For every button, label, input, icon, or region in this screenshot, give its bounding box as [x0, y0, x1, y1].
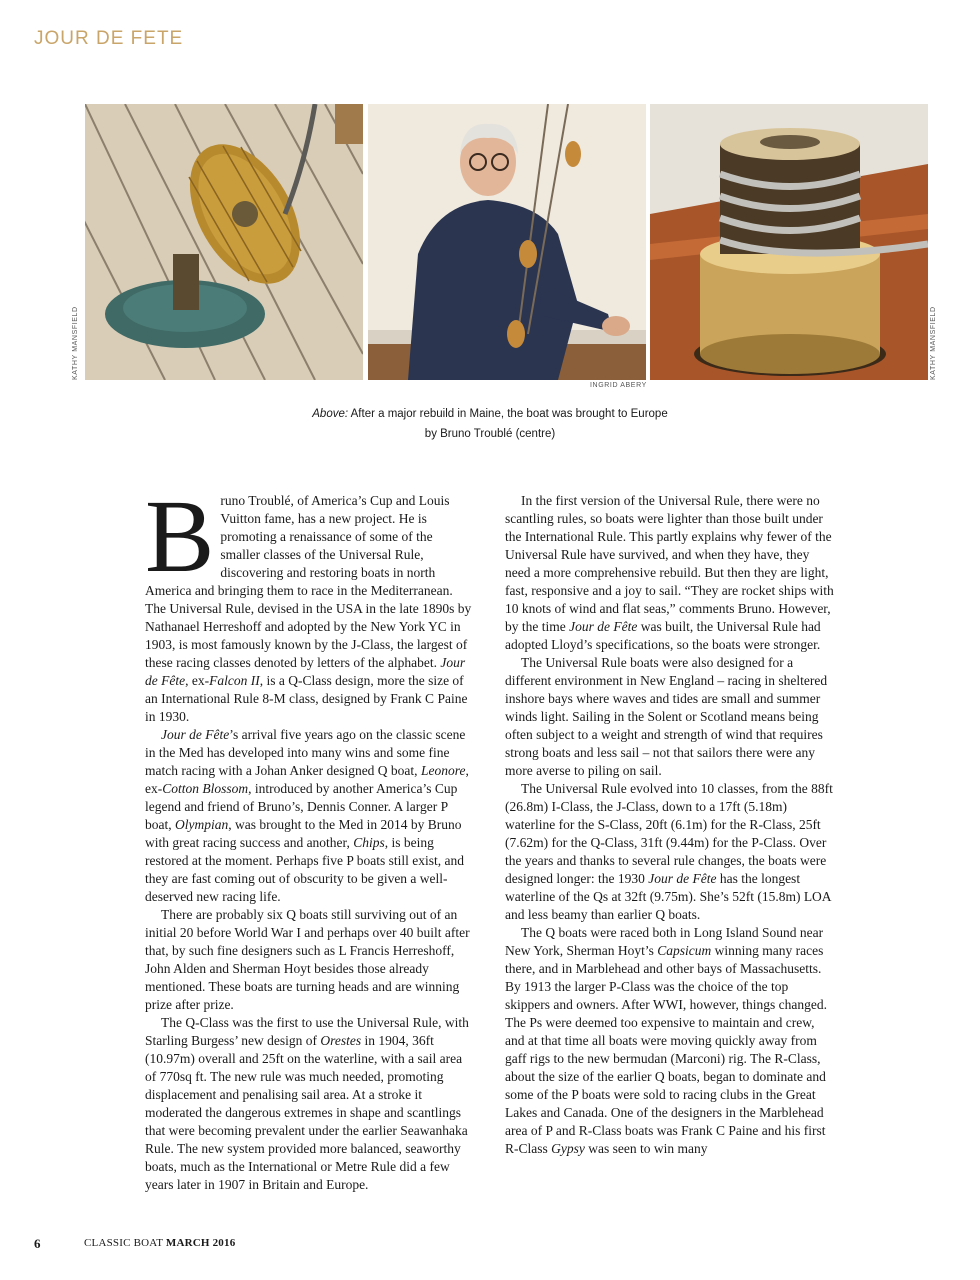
photo-credit-center: INGRID ABERY [590, 382, 647, 389]
caption-lead: Above: [312, 408, 349, 420]
p8-text-c: was seen to win many [584, 1141, 708, 1156]
p8-text-b: winning many races there, and in Marblehead and other bays of Massachusetts. By 1913 the larger P-Class was the choice of the top skippers and owners. After WWI, however, things changed. The Ps were deemed too expensive to maintain and crew, and at that time all boats were moving quickly away from gaff rigs to the new bermudan (Marconi) rig. The R-Class, about the size of the earlier Q boats, began to dominate and some of the P boats were sold to racing clubs in the Great Lakes and Canada. One of the designers in the Marblehead area of P and R-Class boats was Frank C Paine and his first R-Class [505, 943, 827, 1156]
article-column-left [145, 479, 475, 1194]
p1-text-b: , ex- [185, 673, 210, 688]
p7-text-a: The Universal Rule evolved into 10 classes, from the 88ft (26.8m) I-Class, the J-Class, down to a 17ft (5.18m) waterline for the S-Class, 20ft (6.1m) for the R-Class, 25ft (7.62m) for the Q-Class, 31ft (9.44m) for the P-Class. Over the years and thanks to several rule changes, the boats were designed longer: the 1930 [505, 781, 833, 886]
caption-line1: After a major rebuild in Maine, the boat was brought to Europe [348, 408, 668, 420]
magazine-name: CLASSIC BOAT [84, 1237, 163, 1249]
p2-italic-5: Chips [353, 835, 385, 850]
p2-text-d: , was brought to the Med in 2014 by Bruno with great racing success and another, [145, 817, 462, 850]
photo-wooden-block [85, 104, 363, 380]
p5-text-a: In the first version of the Universal Rule, there were no scantling rules, so boats were lighter than those built under the International Rule. This partly explains why fewer of the Universal Rule have survived, and when they have, they need a more comprehensive rebuild. But then they are light, fast, responsive and a joy to sail. “They are rocket ships with 10 knots of wind and flat seas,” comments Bruno. However, by the time [505, 493, 834, 634]
article-paragraph-1 [145, 479, 475, 726]
p4-text-a: The Q-Class was the first to use the Universal Rule, with Starling Burgess’ new design of [145, 1015, 469, 1048]
page-number: 6 [34, 1236, 41, 1251]
article-paragraph-3: There are probably six Q boats still surviving out of an initial 20 before World War I and perhaps over 40 built after that, by such fine designers such as L Francis Herreshoff, John Alden and Sherman Hoyt besides those already mentioned. These boats are turning heads and are winning prize after prize. [145, 907, 470, 1012]
p8-italic-2: Gypsy [551, 1141, 585, 1156]
p2-text-b: , ex- [145, 763, 469, 796]
article-paragraph-8 [505, 924, 835, 1158]
article-column-right [505, 492, 835, 1158]
p7-text-b: has the longest waterline of the Qs at 32ft (9.75m). She’s 52ft (15.8m) LOA and less beamy than earlier Q boats. [505, 871, 831, 922]
section-title: JOUR DE FETE [34, 28, 184, 49]
photo-credit-right: KATHY MANSFIELD [930, 306, 937, 380]
photo-bronze-winch [650, 104, 928, 380]
p2-italic-2: Leonore [420, 763, 466, 778]
p2-text-e: , is being restored at the moment. Perhaps five P boats still exist, and they are fast coming out of obscurity to be given a well-deserved new racing life. [145, 835, 464, 904]
caption-line2: by Bruno Troublé (centre) [424, 428, 556, 440]
p2-text-c: , introduced by another America’s Cup legend and friend of Bruno’s, Dennis Conner. A larger P boat, [145, 781, 458, 832]
p8-text-a: The Q boats were raced both in Long Island Sound near New York, Sherman Hoyt’s [505, 925, 824, 958]
drop-cap: B [145, 479, 215, 594]
article-paragraph-6: The Universal Rule boats were also designed for a different environment in New England – racing in sheltered inshore bays where waves and tides are small and summer winds light. Sailing in the Solent or Scotland means being often subject to a weight and strength of wind that requires strong boats and less sail – not that sailors there were any more averse to piling on sail. [505, 655, 828, 778]
p1-text-c: , is a Q-Class design, more the size of an International Rule 8-M class, designed by Frank C Paine in 1930. [145, 673, 468, 724]
article-paragraph-5 [505, 492, 835, 654]
magazine-footer [84, 1237, 235, 1249]
photo-caption [290, 404, 690, 444]
article-paragraph-2 [145, 726, 475, 906]
p2-italic-3: Cotton Blossom [162, 781, 249, 796]
p8-italic-1: Capsicum [657, 943, 712, 958]
p2-text-a: ’s arrival five years ago on the classic scene in the Med has developed into many wins and some fine match racing with a Johan Anker designed Q boat, [145, 727, 466, 778]
p2-italic-4: Olympian [175, 817, 229, 832]
p4-italic-1: Orestes [320, 1033, 362, 1048]
photo-bruno-portrait [368, 104, 646, 380]
p1-italic-2: Falcon II [209, 673, 260, 688]
article-paragraph-7 [505, 780, 835, 924]
p7-italic-1: Jour de Fête [648, 871, 717, 886]
p2-italic-1: Jour de Fête [161, 727, 230, 742]
p1-italic-1: Jour de Fête [145, 655, 466, 688]
p5-text-b: was built, the Universal Rule had adopted Lloyd’s specifications, so the boats were stronger. [505, 619, 821, 652]
p1-text-a: runo Troublé, of America’s Cup and Louis Vuitton fame, has a new project. He is promoting a renaissance of some of the smaller classes of the Universal Rule, discovering and restoring boats in north America and bringing them to race in the Mediterranean. The Universal Rule, devised in the USA in the late 1890s by Nathanael Herreshoff and adopted by the New York YC in 1903, is most famously known by the J-Class, the largest of these racing classes denoted by letters of the alphabet. [145, 493, 472, 670]
magazine-issue: MARCH 2016 [165, 1237, 236, 1249]
p4-text-b: in 1904, 36ft (10.97m) overall and 25ft on the waterline, with a sail area of 770sq ft. The new rule was much needed, promoting displacement and penalising sail area. At a stroke it moderated the dangerous extremes in shape and scantlings that were becoming prevalent under the earlier Seawanhaka Rule. The new system provided more balanced, seaworthy boats, much as the International or Metre Rule did a few years later in 1907 in Britain and Europe. [145, 1033, 468, 1192]
article-paragraph-4 [145, 1014, 475, 1194]
p5-italic-1: Jour de Fête [569, 619, 638, 634]
photo-credit-left: KATHY MANSFIELD [72, 306, 79, 380]
